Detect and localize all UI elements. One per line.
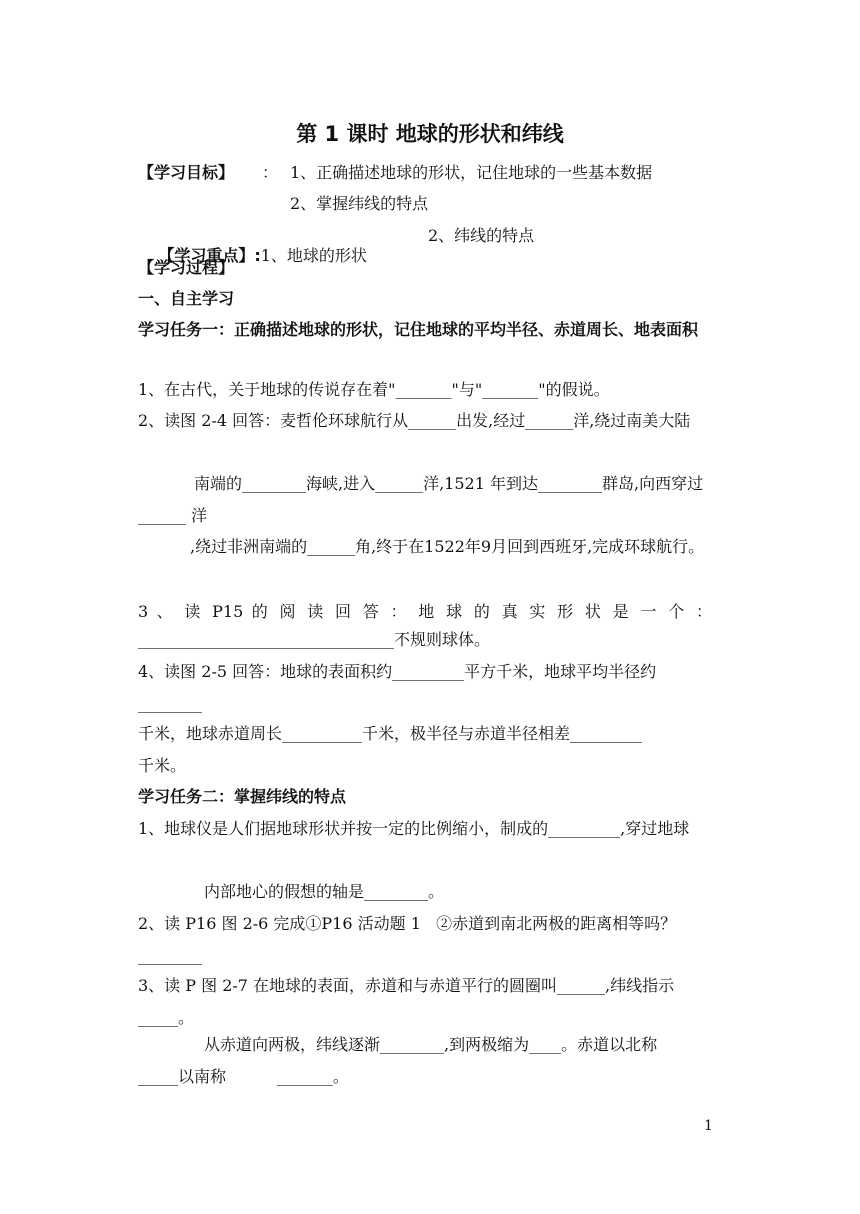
task-2-question-1-line-2: 内部地心的假想的轴是________。	[204, 882, 445, 901]
question-3-line-1: 3 、 读 P15 的 阅 读 回 答 ： 地 球 的 真 实 形 状 是 一 个 ：	[138, 602, 712, 621]
question-3-line-2: ________________________________不规则球体。	[138, 630, 491, 649]
page-number: 1	[704, 1118, 713, 1134]
key-point-2: 2、纬线的特点	[428, 226, 535, 245]
task-2-question-3-line-3: _____以南称 _______。	[138, 1067, 349, 1086]
question-2-line-2: 南端的________海峡,进入______洋,1521 年到达________群岛,向西穿过______ 洋	[138, 474, 704, 525]
section-heading: 一、自主学习	[138, 289, 235, 308]
question-2-line-1: 2、读图 2-4 回答：麦哲伦环球航行从______出发,经过______洋,绕过南美大陆	[138, 411, 691, 430]
task-2-question-1-line-1: 1、地球仪是人们据地球形状并按一定的比例缩小，制成的_________,穿过地球	[138, 819, 690, 838]
objective-2: 2、掌握纬线的特点	[290, 194, 429, 213]
task-1-heading: 学习任务一：正确描述地球的形状，记住地球的平均半径、赤道周长、地表面积	[138, 320, 699, 339]
objective-1: 1、正确描述地球的形状，记住地球的一些基本数据	[290, 163, 653, 182]
objectives-label: 【学习目标】	[138, 163, 235, 182]
question-1: 1、在古代，关于地球的传说存在着"_______"与"_______"的假说。	[138, 380, 610, 399]
task-2-question-2: 2、读 P16 图 2-6 完成①P16 活动题 1 ②赤道到南北两极的距离相等吗？	[138, 914, 677, 933]
question-4-line-1: 4、读图 2-5 回答：地球的表面积约_________平方千米，地球平均半径约	[138, 662, 657, 681]
question-4-line-3: 千米。	[138, 756, 187, 775]
question-2-line-3: ,绕过非洲南端的______角,终于在1522年9月回到西班牙,完成环球航行。	[190, 537, 705, 556]
task-2-heading: 学习任务二：掌握纬线的特点	[138, 787, 347, 806]
key-points-label: 【学习重点】:	[158, 246, 261, 265]
task-2-question-3-line-1: 3、读 P 图 2-7 在地球的表面，赤道和与赤道平行的圆圈叫______,纬线指示_____。	[138, 976, 675, 1027]
question-4-line-2: 千米，地球赤道周长__________千米，极半径与赤道半径相差_________	[138, 724, 643, 743]
key-point-1: 1、地球的形状	[260, 246, 367, 265]
process-label: 【学习过程】	[138, 258, 235, 277]
objectives-colon: ：	[262, 163, 279, 182]
task-2-question-3-line-2: 从赤道向两极，纬线逐渐________,到两极缩为____。赤道以北称	[204, 1035, 658, 1054]
page-title: 第 1 课时 地球的形状和纬线	[296, 122, 564, 146]
task-2-question-2-blank: ________	[138, 946, 202, 965]
question-4-blank: ________	[138, 694, 202, 713]
